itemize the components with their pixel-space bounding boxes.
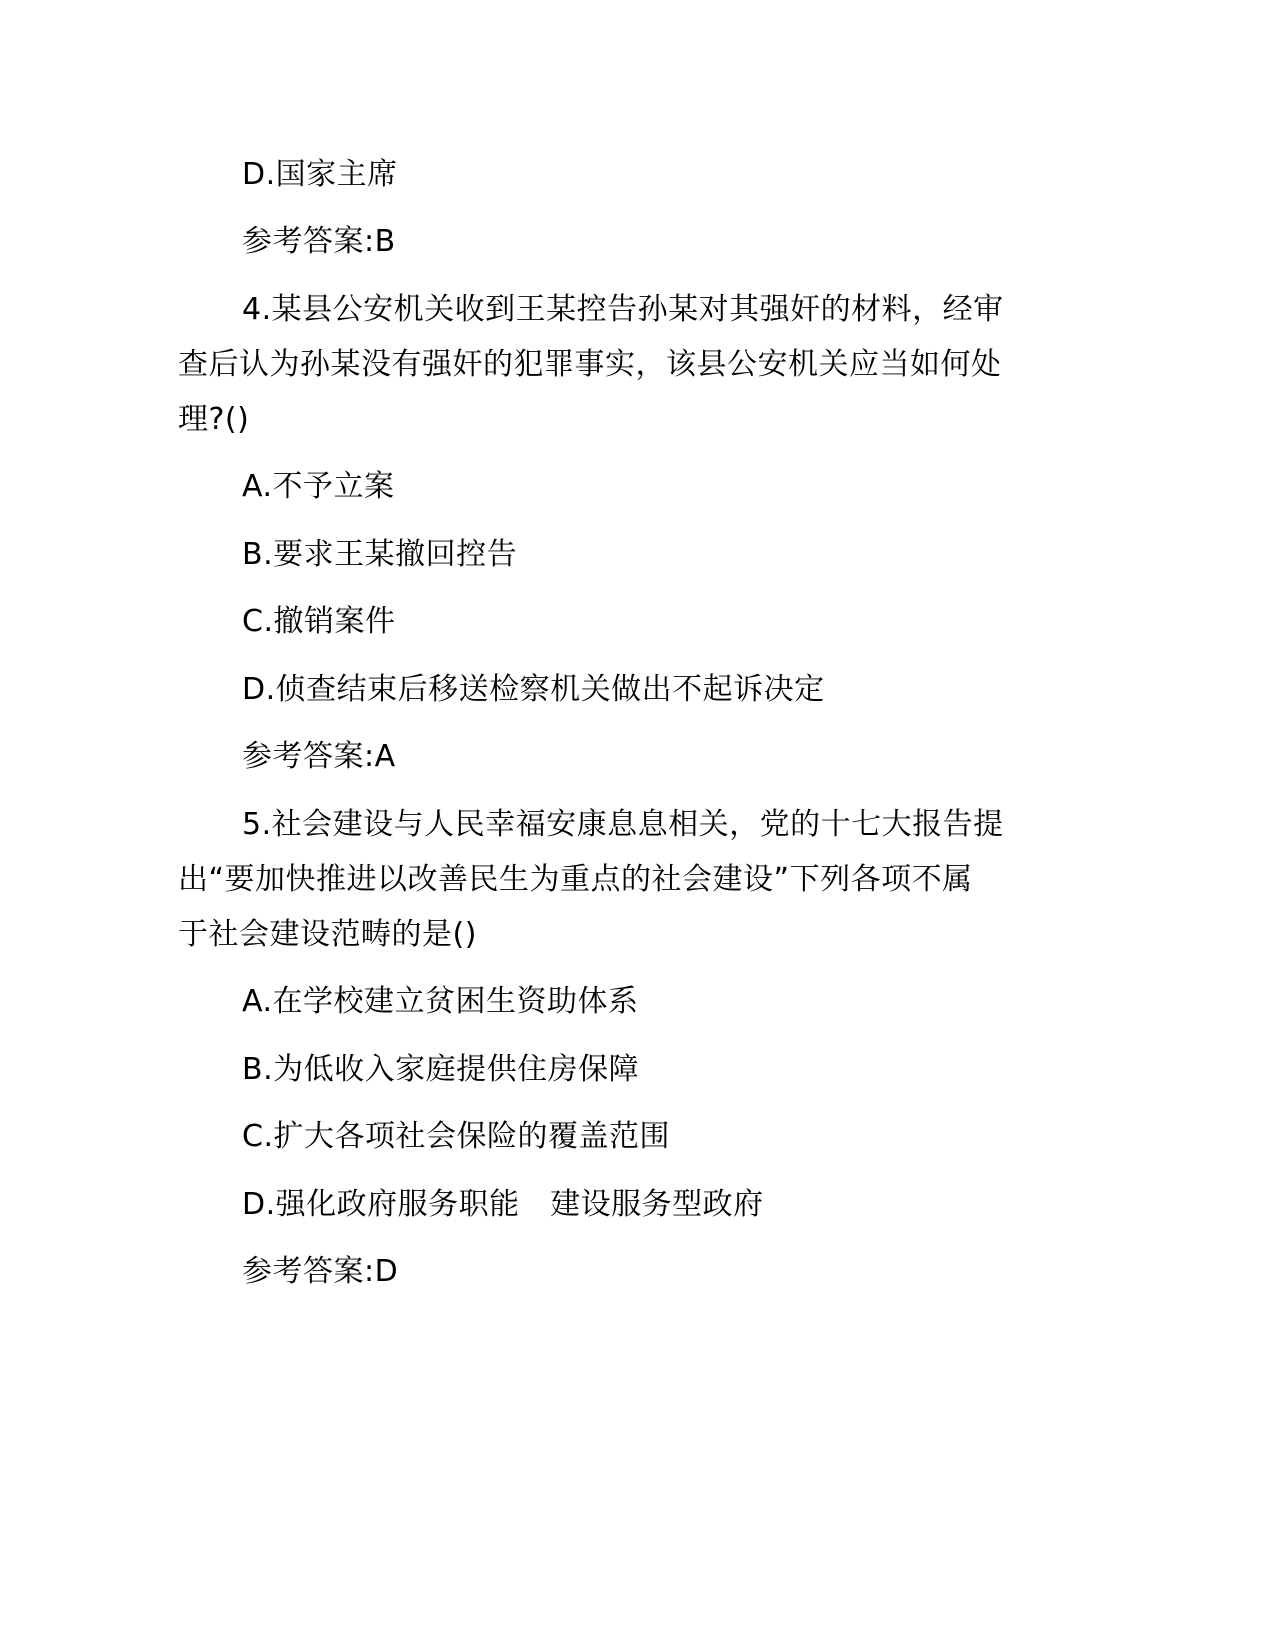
q4-option-a: A.不予立案	[242, 469, 395, 504]
q4-option-d: D.侦查结束后移送检察机关做出不起诉决定	[242, 672, 825, 707]
q5-stem-line-2: 出“要加快推进以改善民生为重点的社会建设”下列各项不属	[178, 862, 973, 897]
q3-answer: 参考答案:B	[242, 224, 396, 259]
q3-option-d: D.国家主席	[242, 157, 398, 192]
q4-option-c: C.撤销案件	[242, 604, 396, 639]
q5-answer: 参考答案:D	[242, 1254, 399, 1289]
q5-stem-line-3: 于社会建设范畴的是()	[178, 917, 477, 952]
q4-stem-line-3: 理?()	[178, 402, 250, 437]
q4-option-b: B.要求王某撤回控告	[242, 537, 518, 572]
q5-option-a: A.在学校建立贫困生资助体系	[242, 984, 639, 1019]
q5-option-d: D.强化政府服务职能 建设服务型政府	[242, 1187, 764, 1222]
q5-option-b: B.为低收入家庭提供住房保障	[242, 1052, 640, 1087]
q5-option-c: C.扩大各项社会保险的覆盖范围	[242, 1119, 670, 1154]
q4-stem-line-2: 查后认为孙某没有强奸的犯罪事实，该县公安机关应当如何处	[178, 347, 1002, 382]
q4-answer: 参考答案:A	[242, 739, 396, 774]
q4-stem-line-1: 4.某县公安机关收到王某控告孙某对其强奸的材料，经审	[242, 292, 1004, 327]
q5-stem-line-1: 5.社会建设与人民幸福安康息息相关，党的十七大报告提	[242, 807, 1004, 842]
